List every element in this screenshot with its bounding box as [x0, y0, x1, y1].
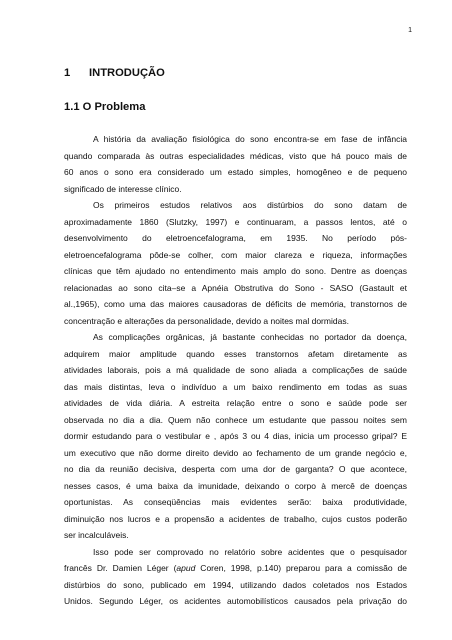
- text-line: clínicas que têm ajudado no entendimento mais amplo do sono. Dentre as doenças: [64, 266, 407, 276]
- text-line: adquirem maior amplitude quando esses transtornos afetam diretamente as: [64, 348, 407, 359]
- text-line: nesses casos, é uma baixa da imunidade, deixando o corpo à mercê de doenças: [64, 480, 407, 491]
- text-line: atividades laborais, pois a má qualidade de sono aliada a complicações de saúde: [64, 365, 407, 375]
- paragraph: [64, 197, 407, 329]
- italic-text: apud: [176, 563, 196, 573]
- text-line: 60 anos o sono era considerado um estado simples, homogêneo e de pequeno: [64, 167, 407, 177]
- text-line: significado de interesse clínico.: [64, 183, 182, 194]
- text-line: al.,1965), como uma das maiores causadoras de déficits de memória, transtornos de: [64, 299, 407, 309]
- text-line: no dia da reunião decisiva, desperta com uma dor de garganta? O que acontece,: [64, 464, 407, 474]
- text-line: relacionadas ao sono cita–se a Apnéia Obstrutiva do Sono - SASO (Gastault et: [64, 282, 407, 293]
- text-line: As complicações orgânicas, já bastante conhecidas no portador da doença,: [93, 332, 407, 342]
- text-line: observada no dia a dia. Quem não conhece um estudante que passou noites sem: [64, 414, 407, 425]
- paragraph: [64, 544, 407, 610]
- text-line: quando comparada às outras especialidades médicas, visto que há pouco mais de: [64, 150, 407, 161]
- body-text: [64, 131, 407, 610]
- text-line: um executivo que não dorme direito devido ao fechamento de um grande negócio e,: [64, 447, 407, 458]
- text-line: Unidos. Segundo Léger, os acidentes automobilísticos causados pela privação do: [64, 596, 407, 606]
- chapter-heading: [64, 66, 165, 80]
- text-line: ser incalculáveis.: [64, 530, 129, 540]
- text-line: atividades de vida diária. A estreita relação entre o sono e saúde pode ser: [64, 398, 407, 408]
- text-line: oportunistas. As conseqüências mais evidentes serão: baixa produtividade,: [64, 497, 407, 507]
- paragraph: [64, 131, 407, 197]
- chapter-number: 1: [64, 67, 71, 79]
- text-line: concentração e alterações da personalidade, devido a noites mal dormidas.: [64, 315, 349, 326]
- text-line: diminuição nos lucros e a propensão a acidentes de trabalho, cujos custos poderão: [64, 513, 407, 524]
- text-segment: Coren, 1998, p.140) preparou para a comissão de: [195, 563, 407, 573]
- page-number: 1: [408, 27, 412, 34]
- text-line: Isso pode ser comprovado no relatório sobre acidentes que o pesquisador: [93, 546, 407, 557]
- paragraph: [64, 329, 407, 544]
- text-line: aproximadamente 1860 (Slutzky, 1997) e continuaram, a passos lentos, até o: [64, 216, 407, 227]
- text-line: eletroencefalograma pôde-se colher, com maior clareza e riqueza, informações: [64, 249, 407, 260]
- text-line: [64, 560, 407, 577]
- text-segment: francês Dr. Damien Léger (: [64, 563, 177, 573]
- text-line: dormir estudando para o vestibular e , após 3 ou 4 dias, inicia um processo gripal? E: [64, 431, 407, 441]
- section-heading: 1.1 O Problema: [64, 101, 146, 113]
- text-line: Os primeiros estudos relativos aos distúrbios do sono datam de: [93, 200, 407, 210]
- text-line: distúrbios do sono, publicado em 1994, utilizando dados coletados nos Estados: [64, 579, 407, 590]
- text-line: A história da avaliação fisiológica do sono encontra-se em fase de infância: [93, 134, 407, 144]
- text-line: das mais distintas, leva o indivíduo a um baixo rendimento em todas as suas: [64, 381, 407, 392]
- chapter-title: INTRODUÇÃO: [89, 67, 165, 79]
- text-line: desenvolvimento do eletroencefalograma, em 1935. No período pós-: [64, 233, 407, 243]
